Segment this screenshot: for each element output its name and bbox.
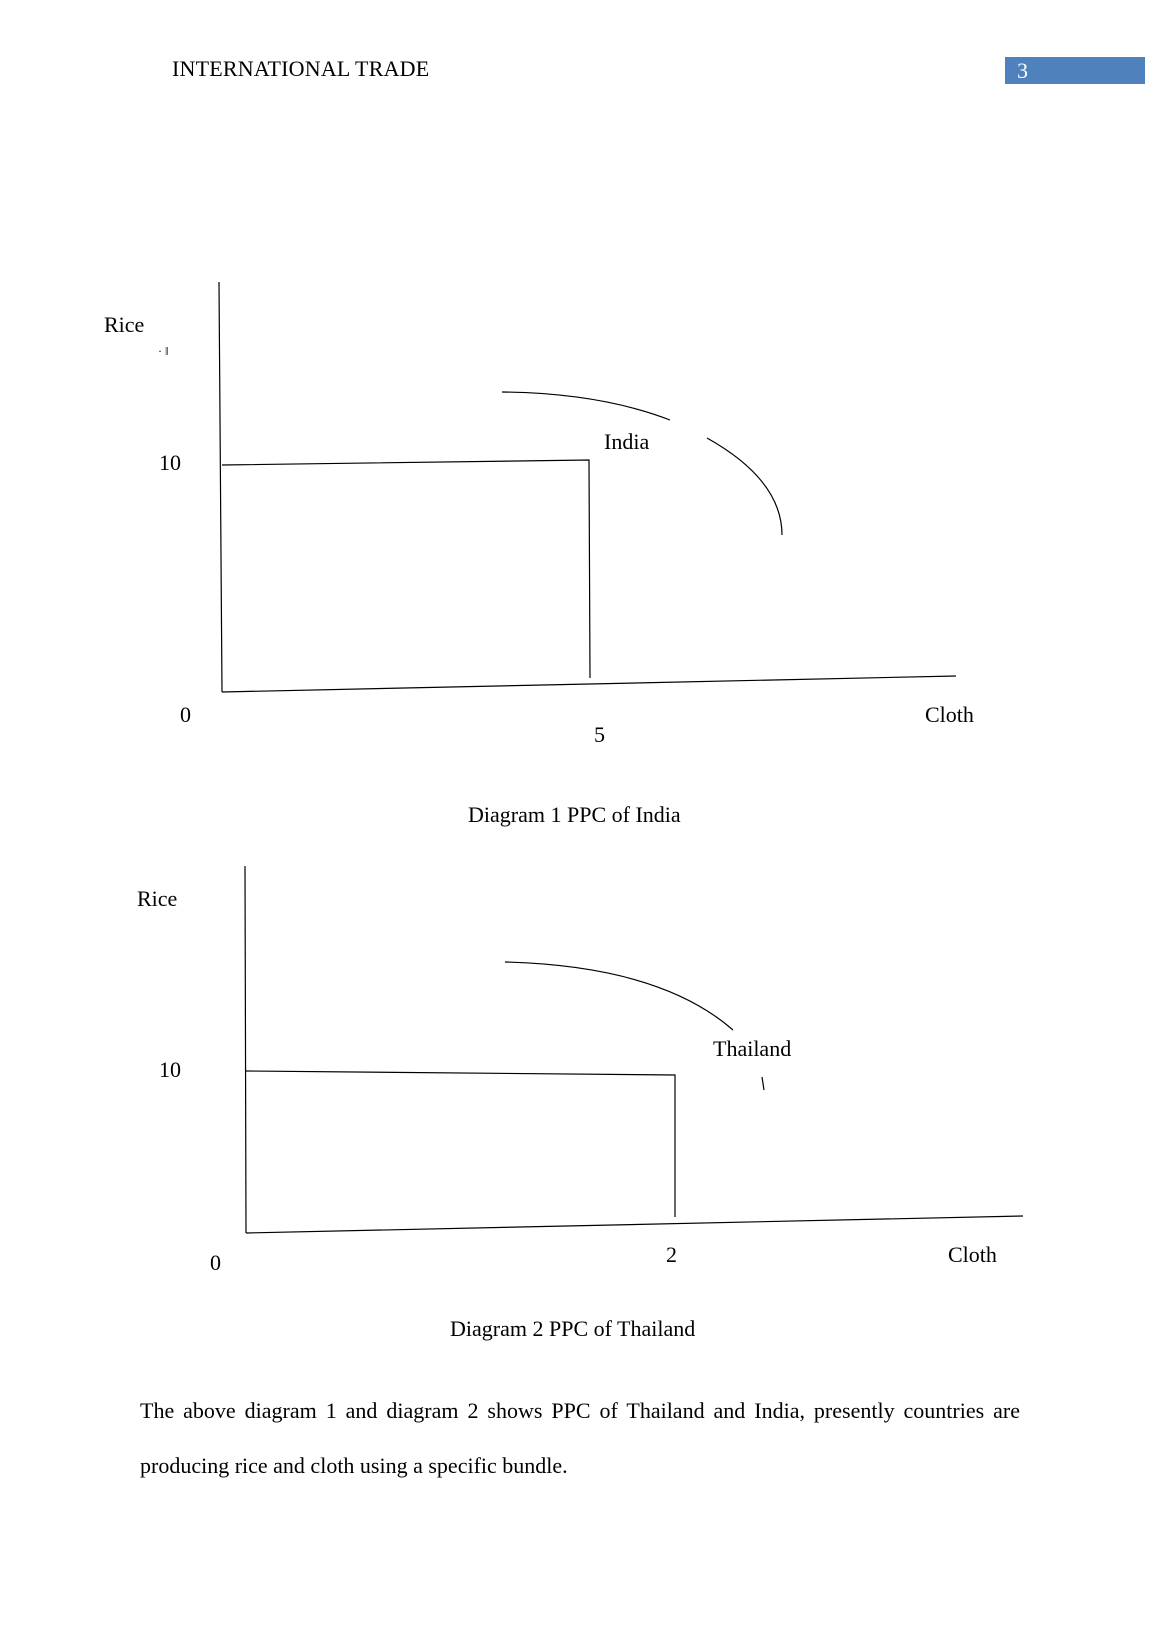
diagram-1-ppc-curve-upper (502, 392, 670, 420)
diagram-2-curve-label: Thailand (713, 1036, 792, 1061)
diagram-1-curve-label: India (604, 429, 650, 454)
running-header-title: INTERNATIONAL TRADE (172, 56, 430, 81)
diagram-2-origin-label: 0 (210, 1250, 221, 1275)
diagram-2-y-tick-label: 10 (159, 1057, 181, 1082)
diagram-2-y-axis-label: Rice (137, 886, 178, 911)
body-paragraph: The above diagram 1 and diagram 2 shows PPC of Thailand and India, presently countries are producing rice and cloth using a specific bundle. (140, 1398, 1020, 1478)
diagram-2-x-axis-label: Cloth (948, 1242, 997, 1267)
diagram-2-y-axis (245, 866, 246, 1233)
diagram-1-ppc-curve-lower (707, 438, 782, 535)
diagram-2-x-tick-label: 2 (666, 1242, 677, 1267)
diagram-1-y-axis (219, 282, 222, 692)
diagram-1-ppc-india (158, 282, 956, 692)
diagram-2-x-axis (246, 1216, 1023, 1233)
diagram-1-y-tick-label: 10 (159, 450, 181, 475)
diagram-1-x-axis (222, 676, 956, 692)
page-number-badge: 3 (1005, 57, 1145, 84)
diagram-1-x-axis-label: Cloth (925, 702, 974, 727)
diagram-2-ppc-curve (505, 962, 733, 1030)
diagram-1-origin-label: 0 (180, 702, 191, 727)
diagram-1-y-axis-label: Rice (104, 312, 145, 337)
diagram-2-curve-fragment (762, 1077, 764, 1090)
diagram-1-bundle-box (222, 460, 590, 678)
diagram-2-caption: Diagram 2 PPC of Thailand (450, 1316, 696, 1341)
diagram-2-bundle-box (246, 1071, 675, 1217)
diagram-1-stray-marks: · ‖ (158, 344, 169, 358)
diagram-1-x-tick-label: 5 (594, 722, 605, 747)
diagram-1-caption: Diagram 1 PPC of India (468, 802, 681, 827)
diagram-2-ppc-thailand (245, 866, 1023, 1233)
